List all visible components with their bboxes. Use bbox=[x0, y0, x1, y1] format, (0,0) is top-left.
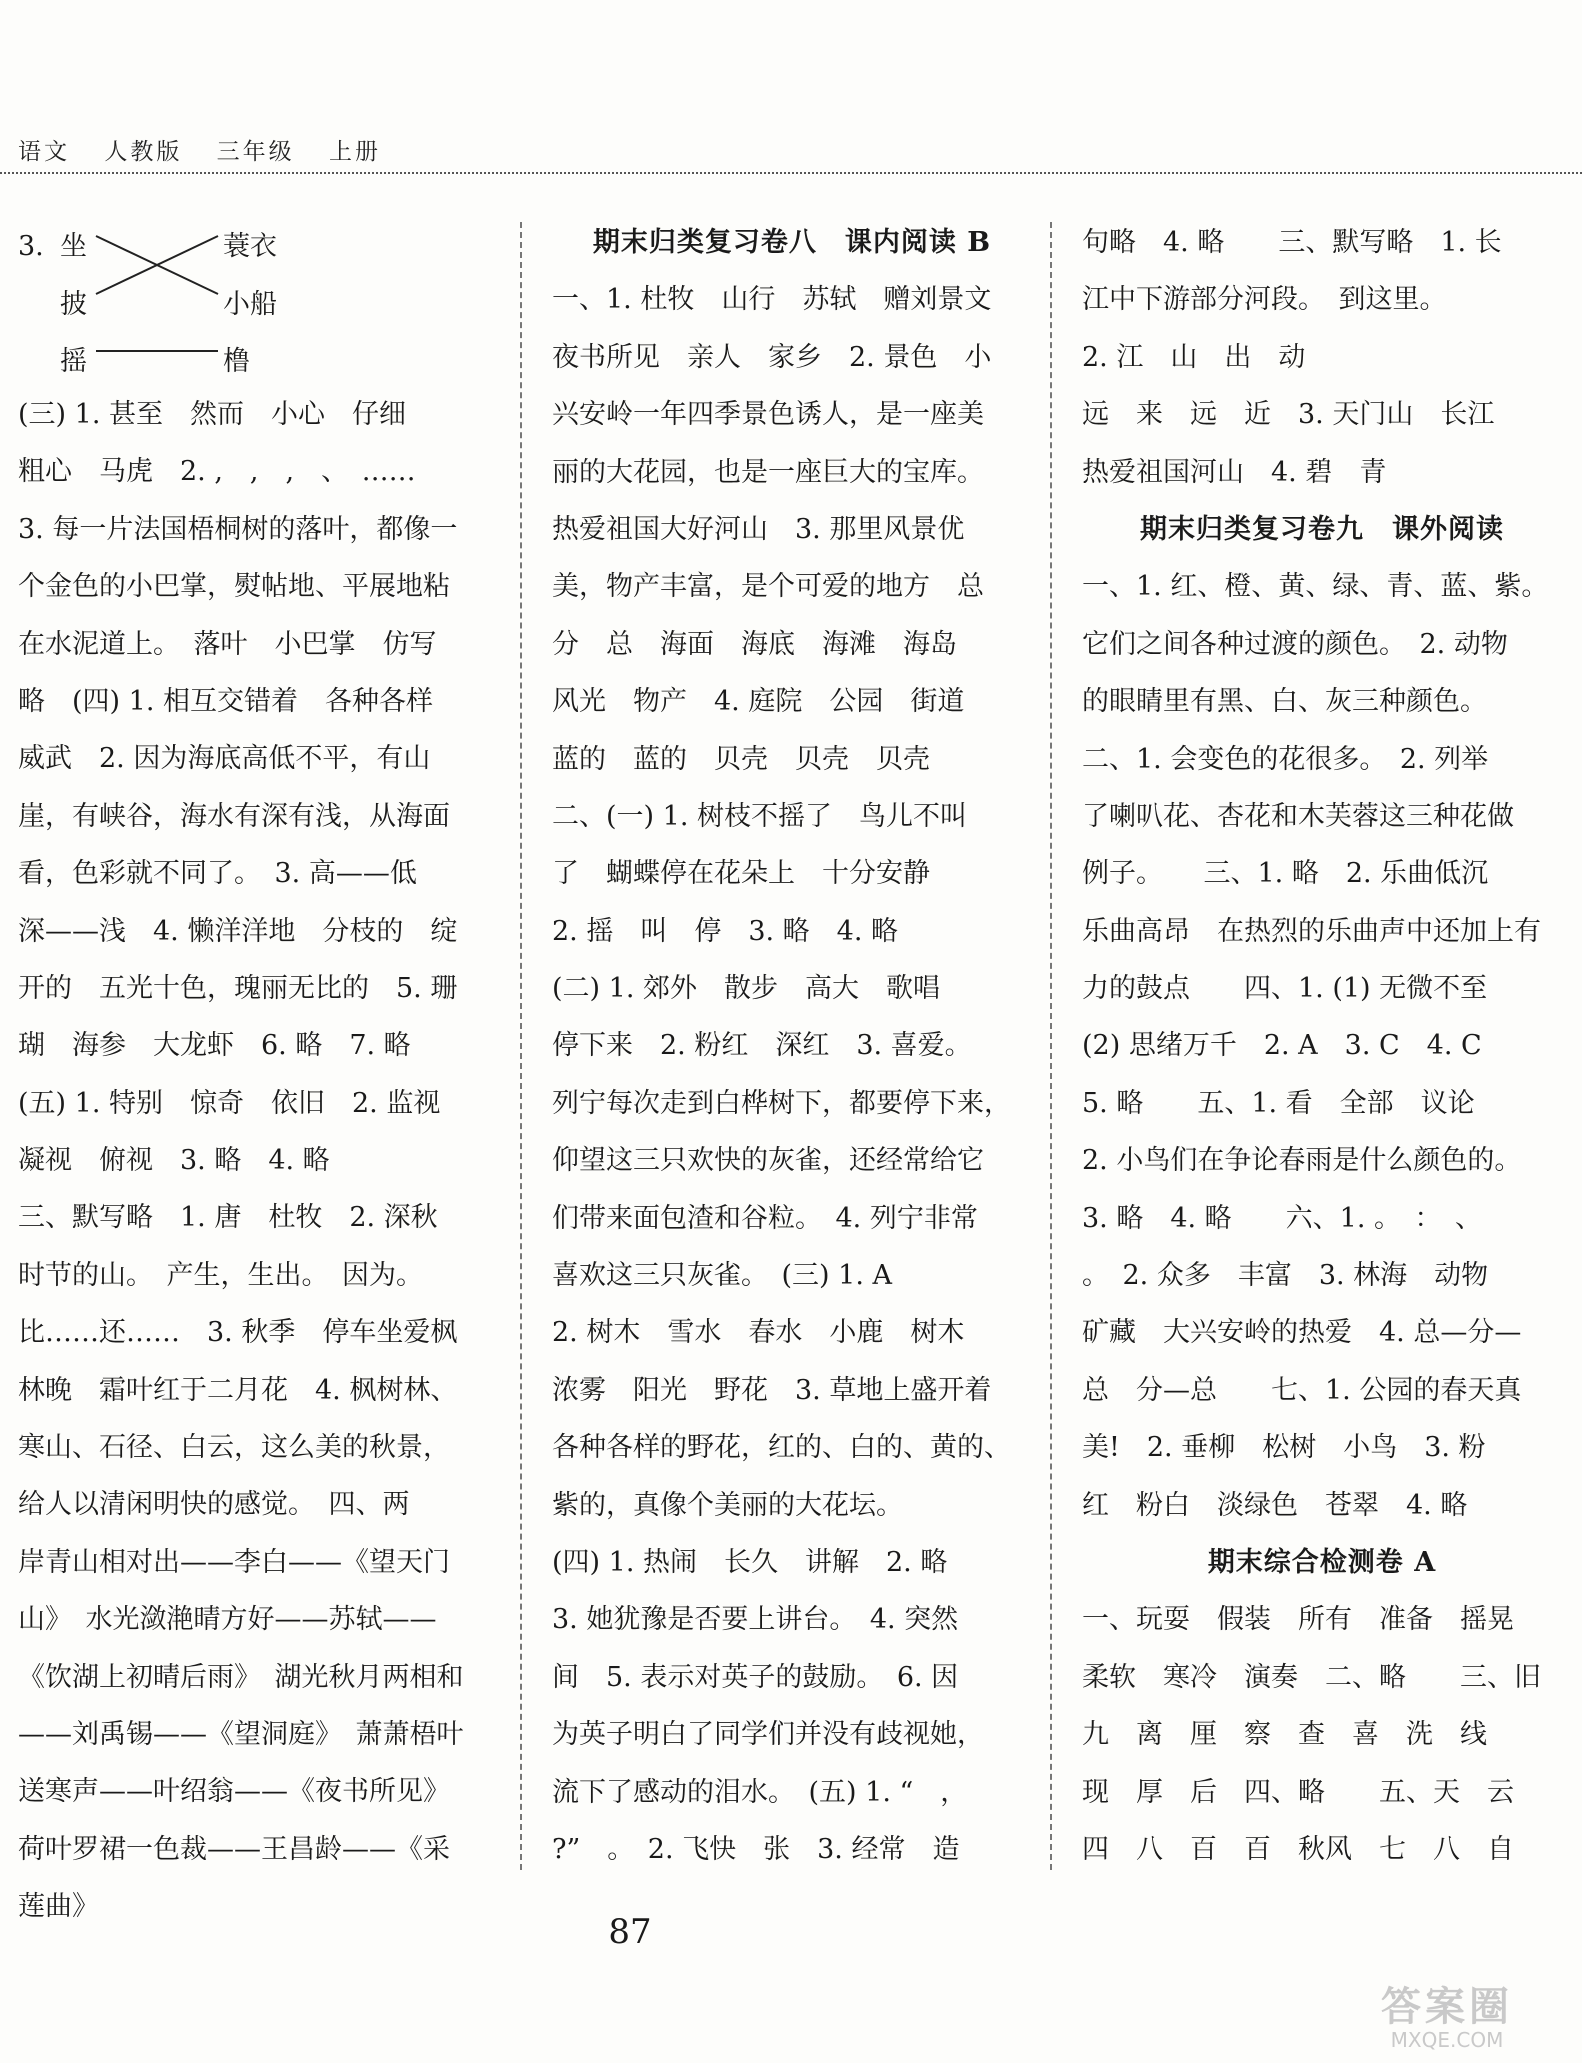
answer-line: 比……还…… 3. 秋季 停车坐爱枫 bbox=[18, 1317, 458, 1349]
answer-line: 时节的山。 产生，生出。 因为。 bbox=[18, 1259, 423, 1291]
watermark-url: MXQE.COM bbox=[1390, 2028, 1504, 2052]
answer-line: 仰望这三只欢快的灰雀，还经常给它 bbox=[552, 1145, 984, 1177]
answer-line: 力的鼓点 四、1. (1) 无微不至 bbox=[1082, 973, 1488, 1005]
answer-line: 紫的，真像个美丽的大花坛。 bbox=[552, 1489, 903, 1521]
answer-line: 2. 摇 叫 停 3. 略 4. 略 bbox=[552, 915, 899, 947]
answer-lines bbox=[18, 386, 498, 1936]
answer-line: 流下了感动的泪水。 (五) 1. “ ， bbox=[552, 1776, 968, 1808]
answer-line: 美，物产丰富，是个可爱的地方 总 bbox=[552, 571, 984, 603]
answer-line: 喜欢这三只灰雀。 (三) 1. A bbox=[552, 1260, 892, 1292]
page-header bbox=[18, 133, 405, 166]
answer-line: 《饮湖上初晴后雨》 湖光秋月两相和 bbox=[18, 1661, 464, 1693]
answer-line: 间 5. 表示对英子的鼓励。 6. 因 bbox=[552, 1661, 959, 1693]
answer-line: 蓝的 蓝的 贝壳 贝壳 贝壳 bbox=[552, 743, 930, 775]
answer-line: 矿藏 大兴安岭的热爱 4. 总—分— bbox=[1082, 1317, 1522, 1349]
grade-label: 三年级 bbox=[216, 139, 295, 165]
answer-line: 3. 每一片法国梧桐树的落叶，都像一 bbox=[18, 513, 458, 545]
answer-line: 各种各样的野花，红的、白的、黄的、 bbox=[552, 1432, 1011, 1464]
match-right-item: 橹 bbox=[223, 346, 250, 377]
answer-line: 总 分—总 七、1. 公园的春天真 bbox=[1082, 1374, 1522, 1406]
answer-line: 的眼睛里有黑、白、灰三种颜色。 bbox=[1082, 686, 1487, 718]
answer-line: 热爱祖国大好河山 3. 那里风景优 bbox=[552, 513, 965, 545]
answer-line: 列宁每次走到白桦树下，都要停下来， bbox=[552, 1087, 1011, 1119]
answer-line: 红 粉白 淡绿色 苍翠 4. 略 bbox=[1082, 1489, 1468, 1521]
answer-line: 个金色的小巴掌，熨帖地、平展地粘 bbox=[18, 571, 450, 603]
answer-line: 。 2. 众多 丰富 3. 林海 动物 bbox=[1082, 1260, 1489, 1292]
answer-lines bbox=[1082, 214, 1562, 501]
answer-line: 兴安岭一年四季景色诱人，是一座美 bbox=[552, 399, 984, 431]
answer-line: 九 离 厘 察 查 喜 洗 线 bbox=[1082, 1719, 1487, 1751]
column-divider bbox=[520, 222, 522, 1870]
answer-line: 荷叶罗裙一色裁——王昌龄——《采 bbox=[18, 1833, 450, 1865]
answer-line: 远 来 远 近 3. 天门山 长江 bbox=[1082, 399, 1495, 431]
matching-exercise bbox=[18, 214, 498, 386]
answer-line: 丽的大花园，也是一座巨大的宝库。 bbox=[552, 456, 984, 488]
answer-line: 浓雾 阳光 野花 3. 草地上盛开着 bbox=[552, 1374, 992, 1406]
page-number: 87 bbox=[608, 1912, 652, 1952]
answer-column-1 bbox=[18, 214, 498, 1936]
answer-line: 了 蝴蝶停在花朵上 十分安静 bbox=[552, 858, 930, 890]
answer-column-2 bbox=[552, 214, 1032, 1878]
answer-line: 乐曲高昂 在热烈的乐曲声中还加上有 bbox=[1082, 915, 1541, 947]
answer-line: 山》 水光潋滟晴方好——苏轼—— bbox=[18, 1604, 437, 1636]
column-divider bbox=[1050, 222, 1052, 1870]
answer-line: 崖，有峡谷，海水有深有浅，从海面 bbox=[18, 800, 450, 832]
answer-line: 停下来 2. 粉红 深红 3. 喜爱。 bbox=[552, 1030, 972, 1062]
section-title: 期末综合检测卷 A bbox=[1207, 1546, 1437, 1578]
watermark-logo bbox=[1342, 1985, 1552, 2055]
answer-line: (二) 1. 郊外 散步 高大 歌唱 bbox=[552, 973, 940, 1005]
match-left-item: 披 bbox=[60, 289, 87, 320]
watermark-logo-text: 答案圈 bbox=[1381, 1984, 1513, 2030]
answer-line: ?” 。 2. 飞快 张 3. 经常 造 bbox=[552, 1833, 960, 1865]
answer-line: 现 厚 后 四、略 五、天 云 bbox=[1082, 1776, 1514, 1808]
answer-line: 瑚 海参 大龙虾 6. 略 7. 略 bbox=[18, 1030, 411, 1062]
answer-line: (2) 思绪万千 2. A 3. C 4. C bbox=[1082, 1030, 1482, 1062]
header-rule bbox=[0, 172, 1582, 174]
answer-line: 一、玩耍 假装 所有 准备 摇晃 bbox=[1082, 1604, 1514, 1636]
answer-line: 风光 物产 4. 庭院 公园 街道 bbox=[552, 686, 965, 718]
answer-line: 柔软 寒冷 演奏 二、略 三、旧 bbox=[1082, 1661, 1541, 1693]
answer-line: 江中下游部分河段。 到这里。 bbox=[1082, 284, 1447, 316]
answer-line: 一、1. 红、橙、黄、绿、青、蓝、紫。 bbox=[1082, 571, 1549, 603]
match-number: 3. bbox=[18, 231, 44, 262]
answer-line: 在水泥道上。 落叶 小巴掌 仿写 bbox=[18, 628, 437, 660]
answer-line: 们带来面包渣和谷粒。 4. 列宁非常 bbox=[552, 1202, 978, 1234]
answer-line: 开的 五光十色，瑰丽无比的 5. 珊 bbox=[18, 972, 458, 1004]
answer-line: 莲曲》 bbox=[18, 1891, 99, 1923]
answer-line: (四) 1. 热闹 长久 讲解 2. 略 bbox=[552, 1546, 948, 1578]
answer-line: ——刘禹锡——《望洞庭》 萧萧梧叶 bbox=[18, 1718, 464, 1750]
answer-line: 二、(一) 1. 树枝不摇了 鸟儿不叫 bbox=[552, 800, 967, 832]
answer-lines bbox=[1082, 1591, 1562, 1878]
answer-line: 林晚 霜叶红于二月花 4. 枫树林、 bbox=[18, 1374, 458, 1406]
answer-line: 四 八 百 百 秋风 七 八 自 bbox=[1082, 1833, 1514, 1865]
answer-line: 例子。 三、1. 略 2. 乐曲低沉 bbox=[1082, 858, 1489, 890]
answer-line: 3. 她犹豫是否要上讲台。 4. 突然 bbox=[552, 1604, 959, 1636]
answer-line: 寒山、石径、白云，这么美的秋景， bbox=[18, 1432, 450, 1464]
match-right-item: 蓑衣 bbox=[223, 231, 277, 262]
answer-line: 2. 小鸟们在争论春雨是什么颜色的。 bbox=[1082, 1145, 1522, 1177]
subject-label: 语文 bbox=[18, 139, 70, 165]
answer-line: 威武 2. 因为海底高低不平，有山 bbox=[18, 743, 431, 775]
answer-line: 看，色彩就不同了。 3. 高——低 bbox=[18, 858, 417, 890]
edition-label: 人教版 bbox=[104, 139, 183, 165]
answer-line: 一、1. 杜牧 山行 苏轼 赠刘景文 bbox=[552, 284, 992, 316]
answer-line: 2. 树木 雪水 春水 小鹿 树木 bbox=[552, 1317, 965, 1349]
section-title: 期末归类复习卷八 课内阅读 B bbox=[592, 227, 992, 258]
answer-line: 美! 2. 垂柳 松树 小鸟 3. 粉 bbox=[1082, 1432, 1486, 1464]
match-left-item: 摇 bbox=[60, 346, 87, 377]
answer-line: 深——浅 4. 懒洋洋地 分枝的 绽 bbox=[18, 915, 458, 947]
match-right-item: 小船 bbox=[223, 289, 277, 320]
answer-line: 凝视 俯视 3. 略 4. 略 bbox=[18, 1145, 330, 1177]
answer-line: 了喇叭花、杏花和木芙蓉这三种花做 bbox=[1082, 800, 1514, 832]
answer-line: 夜书所见 亲人 家乡 2. 景色 小 bbox=[552, 341, 992, 373]
answer-line: 给人以清闲明快的感觉。 四、两 bbox=[18, 1489, 410, 1521]
answer-line: (五) 1. 特别 惊奇 依旧 2. 监视 bbox=[18, 1087, 441, 1119]
answer-line: 粗心 马虎 2. , , , 、 …… bbox=[18, 456, 416, 488]
answer-line: 略 (四) 1. 相互交错着 各种各样 bbox=[18, 685, 433, 717]
answer-lines bbox=[1082, 558, 1562, 1534]
answer-line: 热爱祖国河山 4. 碧 青 bbox=[1082, 456, 1387, 488]
match-left-item: 坐 bbox=[60, 231, 87, 262]
answer-line: 岸青山相对出——李白——《望天门 bbox=[18, 1546, 450, 1578]
answer-line: 为英子明白了同学们并没有歧视她， bbox=[552, 1719, 984, 1751]
answer-line: 5. 略 五、1. 看 全部 议论 bbox=[1082, 1087, 1475, 1119]
answer-line: (三) 1. 甚至 然而 小心 仔细 bbox=[18, 399, 406, 430]
answer-line: 它们之间各种过渡的颜色。 2. 动物 bbox=[1082, 628, 1508, 660]
answer-line: 3. 略 4. 略 六、1. 。 ： 、 bbox=[1082, 1202, 1483, 1234]
answer-line: 2. 江 山 出 动 bbox=[1082, 341, 1306, 373]
volume-label: 上册 bbox=[328, 139, 381, 165]
answer-column-3 bbox=[1082, 214, 1562, 1878]
answer-lines bbox=[552, 271, 1032, 1878]
section-title: 期末归类复习卷九 课外阅读 bbox=[1140, 513, 1504, 545]
answer-line: 二、1. 会变色的花很多。 2. 列举 bbox=[1082, 743, 1489, 775]
answer-line: 分 总 海面 海底 海滩 海岛 bbox=[552, 628, 957, 660]
answer-line: 送寒声——叶绍翁——《夜书所见》 bbox=[18, 1776, 450, 1808]
answer-line: 三、默写略 1. 唐 杜牧 2. 深秋 bbox=[18, 1202, 438, 1234]
answer-line: 句略 4. 略 三、默写略 1. 长 bbox=[1082, 227, 1502, 258]
